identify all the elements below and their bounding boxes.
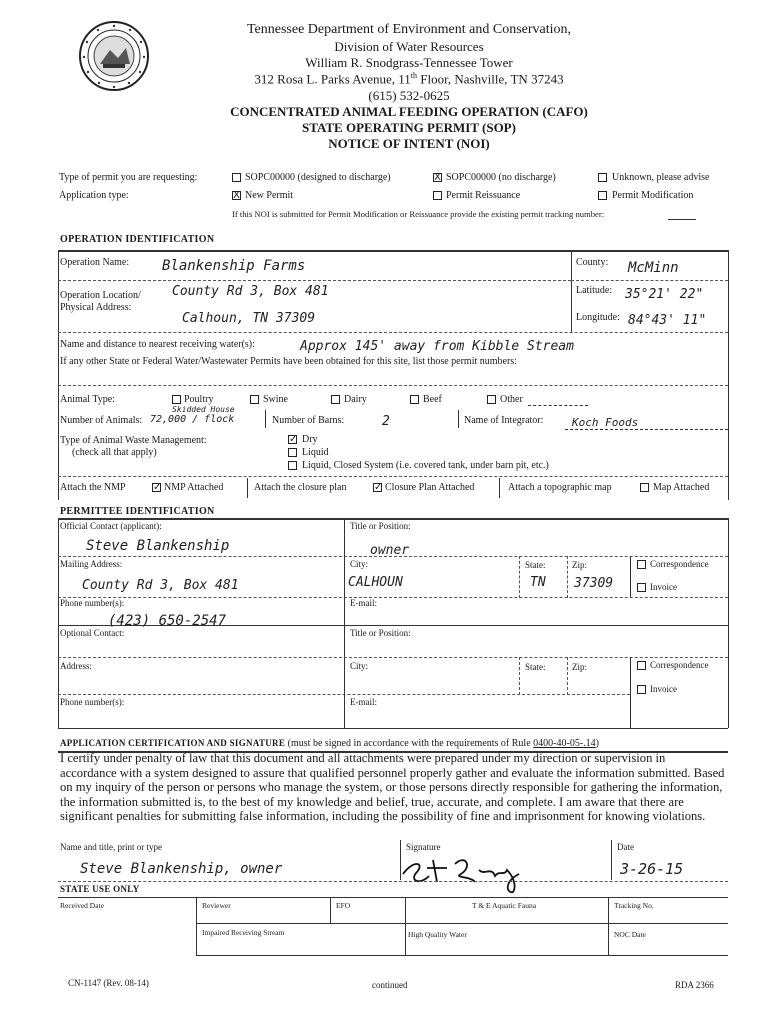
optional-title-label: Title or Position: bbox=[350, 628, 411, 638]
noc-date-label: NOC Date bbox=[614, 930, 646, 939]
form-title-2: STATE OPERATING PERMIT (SOP) bbox=[302, 120, 516, 135]
operation-location-line1[interactable]: County Rd 3, Box 481 bbox=[172, 284, 329, 299]
phone-label: Phone number(s): bbox=[60, 598, 125, 608]
operation-location-line2[interactable]: Calhoun, TN 37309 bbox=[182, 311, 316, 326]
swine-checkbox[interactable] bbox=[250, 395, 259, 404]
nmp-attached-label: NMP Attached bbox=[164, 482, 224, 493]
division-name: Division of Water Resources bbox=[334, 39, 484, 54]
correspondence-checkbox-1[interactable] bbox=[637, 560, 646, 569]
certification-title: APPLICATION CERTIFICATION AND SIGNATURE bbox=[60, 738, 286, 748]
operation-location-label: Operation Location/ bbox=[60, 290, 141, 301]
form-number: CN-1147 (Rev. 08-14) bbox=[68, 978, 149, 988]
city-label: City: bbox=[350, 559, 369, 569]
county-label: County: bbox=[576, 257, 609, 268]
closure-plan-checkbox[interactable]: ✓ bbox=[374, 482, 383, 493]
city-value[interactable]: CALHOUN bbox=[348, 575, 403, 590]
certification-header: APPLICATION CERTIFICATION AND SIGNATURE (must be signed in accordance with the requirements of Rule 0400-40-05-.14) bbox=[60, 738, 599, 749]
invoice-checkbox-2[interactable] bbox=[637, 685, 646, 694]
closure-plan-attached-label: Closure Plan Attached bbox=[385, 482, 475, 493]
optional-zip-label: Zip: bbox=[572, 662, 587, 672]
permit-designed-checkbox[interactable] bbox=[232, 173, 241, 182]
state-value[interactable]: TN bbox=[530, 575, 546, 590]
map-attached-label: Map Attached bbox=[653, 482, 710, 493]
permit-unknown-label: Unknown, please advise bbox=[612, 172, 710, 183]
correspondence-label-2: Correspondence bbox=[650, 660, 709, 670]
rule-link[interactable]: 0400-40-05-.14 bbox=[533, 738, 596, 749]
number-of-barns-value[interactable]: 2 bbox=[382, 414, 390, 429]
nmp-label: Attach the NMP bbox=[60, 482, 126, 493]
aquatic-fauna-label: T & E Aquatic Fauna bbox=[472, 901, 537, 910]
new-permit-checkbox[interactable]: X bbox=[233, 190, 240, 201]
receiving-water-value[interactable]: Approx 145' away from Kibble Stream bbox=[300, 339, 574, 354]
form-title-1: CONCENTRATED ANIMAL FEEDING OPERATION (CAFO) bbox=[230, 104, 588, 119]
operation-section-title: OPERATION IDENTIFICATION bbox=[60, 234, 215, 245]
invoice-checkbox-1[interactable] bbox=[637, 583, 646, 592]
beef-checkbox[interactable] bbox=[410, 395, 419, 404]
form-title-3: NOTICE OF INTENT (NOI) bbox=[328, 136, 490, 151]
high-quality-water-label: High Quality Water bbox=[408, 930, 467, 939]
continued-label: continued bbox=[372, 980, 408, 990]
certification-statement: I certify under penalty of law that this document and all attachments were prepared under my direction or supervision in accordance with a system designed to assure that qualified personnel properly gather and evaluate the information submitted. Based on my inquiry of the person or persons who manage the system, or those persons directly responsible for gathering the information, the information submitted is, to the best of my knowledge and belief, true, accurate, and complete. I am aware that there are significant penalties for submitting false information, including the possibility of fine and imprisonment for knowing violations. bbox=[60, 751, 725, 823]
operation-name-label: Operation Name: bbox=[60, 257, 130, 268]
operation-name-value[interactable]: Blankenship Farms bbox=[162, 258, 306, 274]
waste-dry-checkbox[interactable]: ✓ bbox=[289, 434, 298, 445]
waste-dry-label: Dry bbox=[302, 434, 318, 445]
number-of-animals-value[interactable]: 72,000 / flock bbox=[150, 414, 235, 425]
integrator-label: Name of Integrator: bbox=[464, 415, 544, 426]
other-permits-label: If any other State or Federal Water/Wastewater Permits have been obtained for this site, list those permit numbers: bbox=[60, 356, 517, 367]
permit-unknown-checkbox[interactable] bbox=[598, 173, 607, 182]
invoice-label-2: Invoice bbox=[650, 684, 677, 694]
invoice-label-1: Invoice bbox=[650, 582, 677, 592]
name-title-value[interactable]: Steve Blankenship, owner bbox=[80, 861, 283, 877]
permit-type-label: Type of permit you are requesting: bbox=[59, 172, 198, 183]
tracking-number-note: If this NOI is submitted for Permit Modification or Reissuance provide the existing permit tracking number: bbox=[232, 209, 605, 219]
topo-map-label: Attach a topographic map bbox=[508, 482, 612, 493]
optional-state-label: State: bbox=[525, 662, 546, 672]
longitude-value[interactable]: 84°43' 11" bbox=[628, 313, 707, 328]
permittee-section-title: PERMITTEE IDENTIFICATION bbox=[60, 506, 215, 517]
number-of-barns-label: Number of Barns: bbox=[272, 415, 345, 426]
signature-image[interactable] bbox=[395, 846, 535, 896]
state-use-title: STATE USE ONLY bbox=[60, 884, 140, 894]
optional-contact-label: Optional Contact: bbox=[60, 628, 125, 638]
nmp-attached-checkbox[interactable]: ✓ bbox=[153, 482, 162, 493]
optional-phone-label: Phone number(s): bbox=[60, 697, 125, 707]
correspondence-checkbox-2[interactable] bbox=[637, 661, 646, 670]
permit-designed-label: SOPC00000 (designed to discharge) bbox=[245, 172, 391, 183]
swine-label: Swine bbox=[263, 394, 288, 405]
receiving-water-label: Name and distance to nearest receiving water(s): bbox=[60, 339, 255, 350]
permit-no-discharge-checkbox[interactable]: X bbox=[434, 172, 441, 183]
reissuance-checkbox[interactable] bbox=[433, 191, 442, 200]
zip-value[interactable]: 37309 bbox=[574, 576, 614, 591]
impaired-stream-label: Impaired Receiving Stream bbox=[202, 928, 285, 937]
mailing-address-value[interactable]: County Rd 3, Box 481 bbox=[82, 578, 239, 593]
longitude-label: Longitude: bbox=[576, 312, 620, 323]
mailing-address-label: Mailing Address: bbox=[60, 559, 123, 569]
tracking-no-label: Tracking No. bbox=[614, 901, 654, 910]
email-label: E-mail: bbox=[350, 598, 377, 608]
zip-label: Zip: bbox=[572, 560, 587, 570]
correspondence-label-1: Correspondence bbox=[650, 559, 709, 569]
animal-type-label: Animal Type: bbox=[60, 394, 115, 405]
title-position-label: Title or Position: bbox=[350, 521, 411, 531]
permit-no-discharge-label: SOPC00000 (no discharge) bbox=[446, 172, 556, 183]
date-label: Date bbox=[617, 842, 634, 852]
name-title-label: Name and title, print or type bbox=[60, 842, 162, 852]
waste-closed-label: Liquid, Closed System (i.e. covered tank, under barn pit, etc.) bbox=[302, 460, 549, 471]
other-label: Other bbox=[500, 394, 523, 405]
signature-label: Signature bbox=[406, 842, 441, 852]
agency-address: 312 Rosa L. Parks Avenue, 11th Floor, Nashville, TN 37243 bbox=[254, 71, 564, 87]
rda-number: RDA 2366 bbox=[675, 980, 714, 990]
waste-liquid-label: Liquid bbox=[302, 447, 329, 458]
optional-city-label: City: bbox=[350, 661, 369, 671]
received-date-label: Received Date bbox=[60, 901, 104, 910]
integrator-value[interactable]: Koch Foods bbox=[572, 416, 639, 429]
dairy-label: Dairy bbox=[344, 394, 367, 405]
poultry-label: Poultry bbox=[184, 394, 214, 405]
other-animal-field[interactable] bbox=[528, 405, 588, 406]
map-attached-checkbox[interactable] bbox=[640, 483, 649, 492]
waste-closed-checkbox[interactable] bbox=[288, 461, 297, 470]
tracking-number-field[interactable] bbox=[668, 219, 696, 220]
title-position-value[interactable]: owner bbox=[370, 543, 410, 558]
latitude-value[interactable]: 35°21' 22" bbox=[625, 287, 704, 302]
official-contact-label: Official Contact (applicant): bbox=[60, 521, 162, 531]
phone-value[interactable]: (423) 650-2547 bbox=[108, 613, 227, 629]
waste-management-sub: (check all that apply) bbox=[72, 447, 157, 458]
agency-name: Tennessee Department of Environment and Conservation, bbox=[246, 22, 572, 37]
number-of-animals-label: Number of Animals: bbox=[60, 415, 143, 426]
official-contact-value[interactable]: Steve Blankenship bbox=[86, 538, 230, 554]
efo-label: EFO bbox=[336, 901, 351, 910]
number-of-animals-note[interactable]: Skidded House bbox=[172, 405, 235, 414]
reviewer-label: Reviewer bbox=[202, 901, 231, 910]
waste-management-label: Type of Animal Waste Management: bbox=[60, 435, 207, 446]
new-permit-label: New Permit bbox=[245, 190, 294, 201]
application-type-label: Application type: bbox=[59, 190, 129, 201]
physical-address-label: Physical Address: bbox=[60, 302, 132, 313]
dairy-checkbox[interactable] bbox=[331, 395, 340, 404]
waste-liquid-checkbox[interactable] bbox=[288, 448, 297, 457]
date-value[interactable]: 3-26-15 bbox=[620, 860, 684, 878]
optional-address-label: Address: bbox=[60, 661, 92, 671]
poultry-checkbox[interactable] bbox=[172, 395, 181, 404]
building-name: William R. Snodgrass-Tennessee Tower bbox=[305, 55, 513, 70]
latitude-label: Latitude: bbox=[576, 285, 613, 296]
optional-email-label: E-mail: bbox=[350, 697, 377, 707]
modification-label: Permit Modification bbox=[612, 190, 694, 201]
county-value[interactable]: McMinn bbox=[628, 260, 679, 276]
closure-plan-label: Attach the closure plan bbox=[254, 482, 347, 493]
beef-label: Beef bbox=[423, 394, 442, 405]
agency-phone: (615) 532-0625 bbox=[368, 88, 450, 103]
other-checkbox[interactable] bbox=[487, 395, 496, 404]
modification-checkbox[interactable] bbox=[598, 191, 607, 200]
state-label: State: bbox=[525, 560, 546, 570]
reissuance-label: Permit Reissuance bbox=[446, 190, 521, 201]
